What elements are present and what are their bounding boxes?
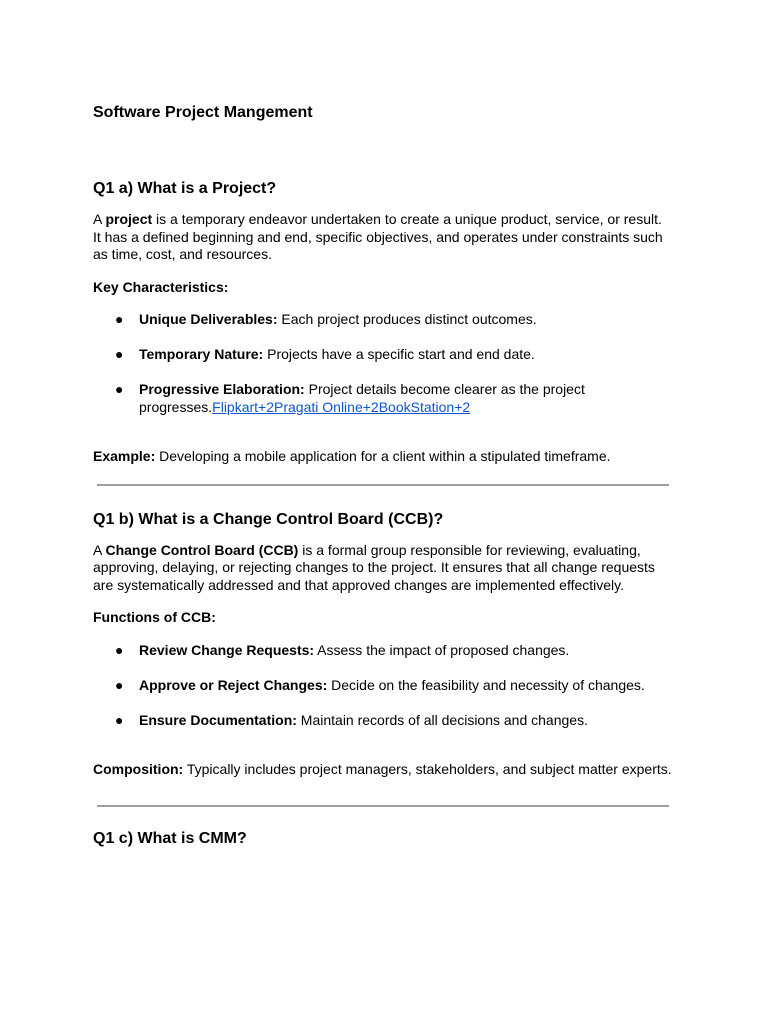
bullet-icon: ● — [115, 676, 124, 693]
q1b-heading: Q1 b) What is a Change Control Board (CCB)? — [93, 510, 444, 528]
q1b-intro-rest: is a formal group responsible for reviewing, evaluating, approving, delaying, or rejecting changes to the project. It ensures that all change requests are systematically addressed and that approved changes are implemented effectively. — [93, 541, 655, 593]
bullet-icon: ● — [115, 711, 124, 728]
item-term: Progressive Elaboration: — [139, 381, 305, 397]
list-item — [93, 381, 673, 416]
q1b-intro-bold: Change Control Board (CCB) — [105, 541, 299, 558]
document-title: Software Project Mangement — [93, 104, 313, 121]
list-item — [93, 677, 673, 695]
q1a-example-paragraph — [93, 448, 673, 466]
q1a-intro-prefix: A — [93, 211, 106, 227]
item-desc: Project details become clearer as the project progresses. — [139, 381, 585, 415]
q1b-intro-paragraph — [93, 542, 673, 595]
q1a-intro-rest: is a temporary endeavor undertaken to create a unique product, service, or result. It has a defined beginning and end, specific objectives, and operates under constraints such as time, cost, and resources. — [93, 211, 663, 262]
bullet-icon: ● — [115, 311, 124, 327]
q1b-composition-paragraph — [93, 761, 673, 779]
item-desc: Each project produces distinct outcomes. — [277, 311, 537, 327]
document-body — [93, 103, 673, 849]
bullet-icon: ● — [115, 641, 124, 658]
functions-label: Functions of CCB: — [93, 609, 216, 625]
item-desc: Projects have a specific start and end date. — [263, 346, 535, 362]
q1a-intro-paragraph — [93, 211, 673, 264]
key-characteristics-label: Key Characteristics: — [93, 278, 229, 295]
item-desc: Assess the impact of proposed changes. — [314, 641, 570, 658]
item-desc: Maintain records of all decisions and changes. — [296, 711, 588, 728]
q1a-heading: Q1 a) What is a Project? — [93, 180, 277, 197]
item-desc: Decide on the feasibility and necessity of changes. — [327, 676, 645, 693]
item-term: Review Change Requests: — [139, 641, 315, 658]
source-link[interactable]: Flipkart+2Pragati Online+2BookStation+2 — [212, 398, 471, 415]
item-term: Temporary Nature: — [139, 346, 264, 362]
composition-text: Typically includes project managers, stakeholders, and subject matter experts. — [183, 761, 672, 777]
q1a-intro-bold: project — [105, 211, 153, 227]
bullet-icon: ● — [115, 381, 124, 397]
bullet-icon: ● — [115, 346, 124, 362]
functions-list — [93, 642, 673, 730]
key-characteristics-list — [93, 311, 673, 416]
example-label: Example: — [93, 448, 156, 464]
list-item — [93, 311, 673, 329]
example-text: Developing a mobile application for a client within a stipulated timeframe. — [155, 448, 611, 464]
list-item — [93, 642, 673, 660]
item-term: Ensure Documentation: — [139, 711, 297, 728]
item-term: Approve or Reject Changes: — [139, 676, 328, 693]
item-term: Unique Deliverables: — [139, 311, 278, 327]
composition-label: Composition: — [93, 761, 184, 777]
list-item — [93, 712, 673, 730]
q1b-intro-prefix: A — [93, 541, 106, 558]
q1c-heading: Q1 c) What is CMM? — [93, 829, 247, 847]
list-item — [93, 346, 673, 364]
